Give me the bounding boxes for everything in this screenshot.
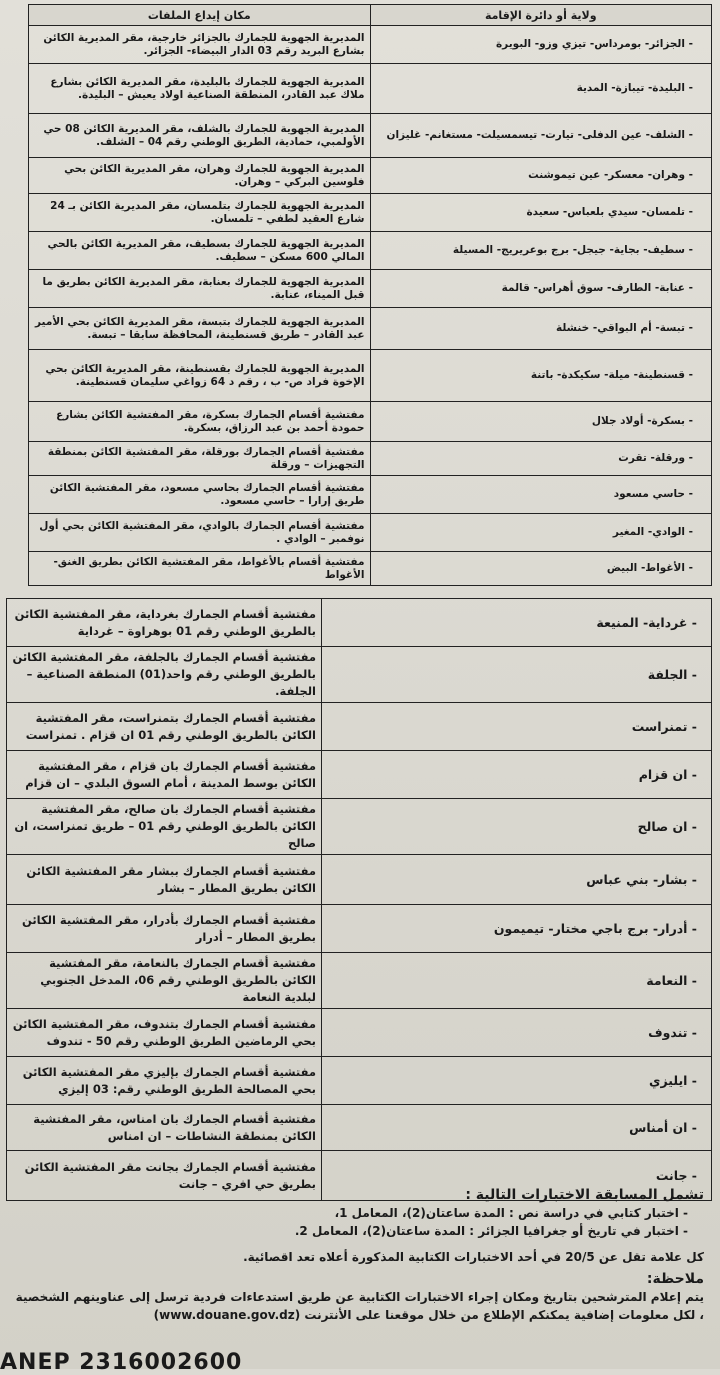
- header-region: ولاية أو دائرة الإقامة: [370, 5, 712, 26]
- table-row: [29, 26, 712, 64]
- region-cell: - تمنراست: [322, 703, 712, 751]
- table-row: [29, 308, 712, 350]
- table-row: [29, 194, 712, 232]
- table-row: [29, 442, 712, 476]
- deposit-place-cell: مفتشية أقسام الجمارك بسكرة، مقر المفتشية الكائن بشارع حمودة أحمد بن عبد الرزاق، بسكرة.: [29, 402, 371, 442]
- table-row: [29, 232, 712, 270]
- deposit-place-cell: المديرية الجهوية للجمارك بالجزائر خارجية، مقر المديرية الكائن بشارع البريد رقم 03 الدار البيضاء- الجزائر.: [29, 26, 371, 64]
- region-cell: - ورقلة- تقرت: [370, 442, 712, 476]
- region-cell: - تلمسان- سيدي بلعباس- سعيدة: [370, 194, 712, 232]
- deposit-place-cell: المديرية الجهوية للجمارك بتبسة، مقر المديرية الكائن بحي الأمير عبد القادر – طريق قسنطينة، المحافظة سابقا – تبسة.: [29, 308, 371, 350]
- table-row: [7, 1057, 712, 1105]
- region-cell: - الأغواط- البيض: [370, 552, 712, 586]
- region-cell: - وهران- معسكر- عين تيموشنت: [370, 158, 712, 194]
- elimination-rule: كل علامة تقل عن 20/5 في أحد الاختبارات الكتابية المذكورة أعلاه تعد اقصائية.: [243, 1250, 704, 1264]
- region-cell: - تندوف: [322, 1009, 712, 1057]
- region-cell: - قسنطينة- ميلة- سكيكدة- باتنة: [370, 350, 712, 402]
- table-row: [7, 905, 712, 953]
- deposit-place-cell: مفتشية أقسام الجمارك بان صالح، مقر المفتشية الكائن بالطريق الوطني رقم 01 – طريق تمنراست، ان صالح: [7, 799, 322, 855]
- deposit-place-cell: المديرية الجهوية للجمارك بقسنطينة، مقر المديرية الكائن بحي الإخوة فراد ص- ب ، رقم د 64 زواغي سليمان قسنطينة.: [29, 350, 371, 402]
- deposit-place-cell: مفتشية أقسام الجمارك بالوادي، مقر المفتشية الكائن بحي أول نوفمبر – الوادي .: [29, 514, 371, 552]
- region-cell: - بشار- بني عباس: [322, 855, 712, 905]
- region-cell: - تبسة- أم البواقي- خنشلة: [370, 308, 712, 350]
- table-row: [7, 1009, 712, 1057]
- deposit-place-cell: مفتشية أقسام الجمارك بحاسي مسعود، مقر المفتشية الكائن طريق إرارا – حاسي مسعود.: [29, 476, 371, 514]
- region-cell: - جانت: [322, 1151, 712, 1201]
- table-row: [29, 552, 712, 586]
- table-row: [7, 1105, 712, 1151]
- deposit-place-cell: مفتشية أقسام الجمارك بتندوف، مقر المفتشية الكائن بحي الرماضين الطريق الوطني رقم 50 - تندوف: [7, 1009, 322, 1057]
- deposit-place-cell: مفتشية أقسام بالأغواط، مقر المفتشية الكائن بطريق الغنق- الأغواط: [29, 552, 371, 586]
- region-cell: - الوادي- المغير: [370, 514, 712, 552]
- table-row: [7, 953, 712, 1009]
- notes-text: يتم إعلام المترشحين بتاريخ ومكان إجراء الاختبارات الكتابية عن طريق استدعاءات فردية ترسل إلى عناوينهم الشخصية ، لكل معلومات إضافية يمكنكم الإطلاع من خلال موقعنا على الأنترنت (www.douane.gov.dz): [15, 1290, 704, 1322]
- table-row: [7, 703, 712, 751]
- region-cell: - سطيف- بجاية- جيجل- برج بوعريريج- المسيلة: [370, 232, 712, 270]
- table-row: [29, 64, 712, 114]
- deposit-locations-table-south: [6, 598, 712, 1201]
- notes-heading: ملاحظة:: [646, 1271, 704, 1287]
- deposit-place-cell: مفتشية أقسام الجمارك بان قزام ، مقر المفتشية الكائن بوسط المدينة ، أمام السوق البلدي – ان قزام: [7, 751, 322, 799]
- table-row: [29, 402, 712, 442]
- region-cell: - الشلف- عين الدفلى- تيارت- تيسمسيلت- مستغانم- غليزان: [370, 114, 712, 158]
- deposit-place-cell: المديرية الجهوية للجمارك بعنابة، مقر المديرية الكائن بطريق ما قبل الميناء، عنابة.: [29, 270, 371, 308]
- exam-item-2: - اختبار في تاريخ أو جغرافيا الجزائر : المدة ساعتان(2)، المعامل 2.: [294, 1224, 688, 1238]
- table-header-row: [29, 5, 712, 26]
- deposit-place-cell: مفتشية أقسام الجمارك بإليزي مقر المفتشية الكائن بحي المصالحة الطريق الوطني رقم: 03 إليزي: [7, 1057, 322, 1105]
- deposit-place-cell: مفتشية أقسام الجمارك بان امناس، مقر المفتشية الكائن بمنطقة النشاطات – ان امناس: [7, 1105, 322, 1151]
- table-row: [7, 855, 712, 905]
- exams-heading: تشمل المسابقة الاختبارات التالية :: [465, 1187, 704, 1203]
- deposit-locations-table-north: [28, 4, 712, 586]
- anep-code: ANEP 2316002600: [0, 1350, 243, 1375]
- deposit-place-cell: المديرية الجهوية للجمارك بتلمسان، مقر المديرية الكائن بـ 24 شارع العقيد لطفي – تلمسان.: [29, 194, 371, 232]
- deposit-place-cell: مفتشية أقسام الجمارك بورقلة، مقر المفتشية الكائن بمنطقة التجهيزات – ورقلة: [29, 442, 371, 476]
- region-cell: - ايليزي: [322, 1057, 712, 1105]
- region-cell: - بسكرة- أولاد جلال: [370, 402, 712, 442]
- table-row: [29, 270, 712, 308]
- region-cell: - ان أمناس: [322, 1105, 712, 1151]
- table-row: [7, 647, 712, 703]
- region-cell: - ان قزام: [322, 751, 712, 799]
- deposit-place-cell: مفتشية أقسام الجمارك بأدرار، مقر المفتشية الكائن بطريق المطار – أدرار: [7, 905, 322, 953]
- region-cell: - الجزائر- بومرداس- تيزي وزو- البويرة: [370, 26, 712, 64]
- exam-item-1: - اختبار كتابي في دراسة نص : المدة ساعتان(2)، المعامل 1،: [334, 1206, 688, 1220]
- notes-section: [14, 1186, 704, 1324]
- table-row: [7, 799, 712, 855]
- deposit-place-cell: المديرية الجهوية للجمارك بالشلف، مقر المديرية الكائن 08 حي الأولمبي، حمادية، الطريق الوطني رقم 04 – الشلف.: [29, 114, 371, 158]
- table-row: [29, 158, 712, 194]
- region-cell: - النعامة: [322, 953, 712, 1009]
- table-row: [29, 114, 712, 158]
- deposit-place-cell: مفتشية أقسام الجمارك بجانت مقر المفتشية الكائن بطريق حي افري – جانت: [7, 1151, 322, 1201]
- table-row: [29, 350, 712, 402]
- deposit-place-cell: مفتشية أقسام الجمارك بتمنراست، مقر المفتشية الكائن بالطريق الوطني رقم 01 ان قزام . تمنراست: [7, 703, 322, 751]
- deposit-place-cell: مفتشية أقسام الجمارك بالجلفة، مقر المفتشية الكائن بالطريق الوطني رقم واحد(01) المنطقة الصناعية –الجلفة.: [7, 647, 322, 703]
- header-place: مكان إيداع الملفات: [29, 5, 371, 26]
- deposit-place-cell: مفتشية أقسام الجمارك ببشار مقر المفتشية الكائن الكائن بطريق المطار – بشار: [7, 855, 322, 905]
- deposit-place-cell: مفتشية أقسام الجمارك بالنعامة، مقر المفتشية الكائن بالطريق الوطني رقم 06، المدخل الجنوبي لبلدية النعامة: [7, 953, 322, 1009]
- deposit-place-cell: المديرية الجهوية للجمارك بسطيف، مقر المديرية الكائن بالحي المالي 600 مسكن – سطيف.: [29, 232, 371, 270]
- deposit-place-cell: المديرية الجهوية للجمارك بالبليدة، مقر المديرية الكائن بشارع ملاك عبد القادر، المنطقة الصناعية اولاد يعيش – البليدة.: [29, 64, 371, 114]
- table-row: [29, 514, 712, 552]
- region-cell: - ان صالح: [322, 799, 712, 855]
- deposit-place-cell: المديرية الجهوية للجمارك وهران، مقر المديرية الكائن بحي فلوسين البركي – وهران.: [29, 158, 371, 194]
- region-cell: - غرداية- المنيعة: [322, 599, 712, 647]
- table-row: [29, 476, 712, 514]
- table-row: [7, 751, 712, 799]
- region-cell: - أدرار- برج باجي مختار- تيميمون: [322, 905, 712, 953]
- deposit-place-cell: مفتشية أقسام الجمارك بغرداية، مقر المفتشية الكائن بالطريق الوطني رقم 01 بوهراوة – غرداية: [7, 599, 322, 647]
- region-cell: - عنابة- الطارف- سوق أهراس- قالمة: [370, 270, 712, 308]
- region-cell: - حاسي مسعود: [370, 476, 712, 514]
- region-cell: - البليدة- تيبازة- المدية: [370, 64, 712, 114]
- table-row: [7, 599, 712, 647]
- region-cell: - الجلفة: [322, 647, 712, 703]
